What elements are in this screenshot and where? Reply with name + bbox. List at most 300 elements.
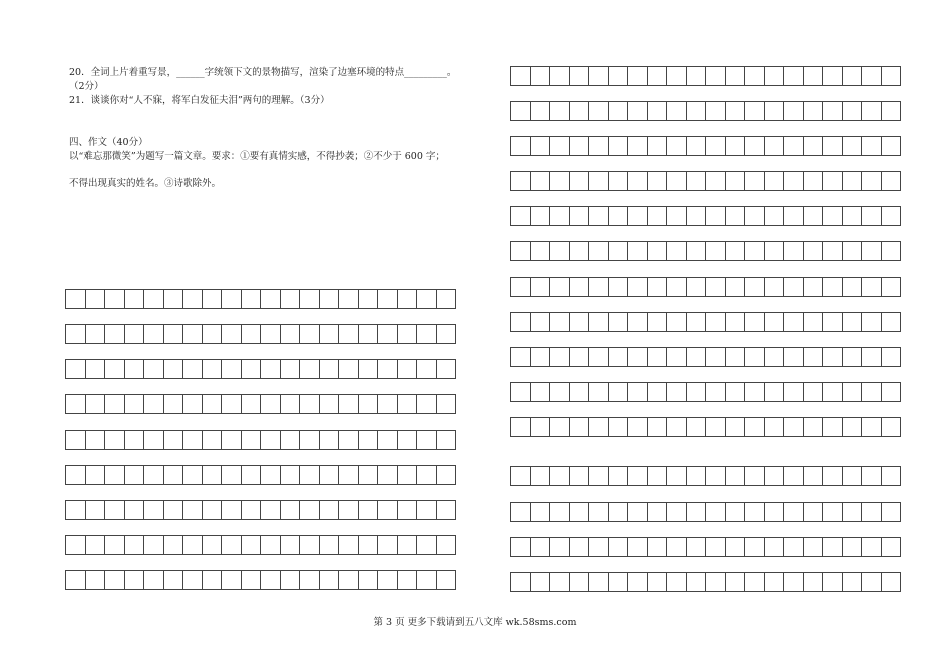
grid-cell: [125, 395, 145, 413]
grid-cell: [417, 466, 437, 484]
grid-cell: [511, 207, 531, 225]
grid-cell: [706, 418, 726, 436]
grid-cell: [804, 538, 824, 556]
grid-cell: [804, 242, 824, 260]
grid-cell: [706, 467, 726, 485]
grid-cell: [437, 290, 457, 308]
grid-cell: [164, 466, 184, 484]
grid-row: [65, 465, 456, 485]
grid-cell: [339, 290, 359, 308]
grid-cell: [609, 383, 629, 401]
grid-cell: [823, 137, 843, 155]
grid-cell: [105, 290, 125, 308]
grid-cell: [570, 313, 590, 331]
grid-cell: [843, 67, 863, 85]
grid-cell: [378, 431, 398, 449]
page-footer: 第 3 页 更多下载请到五八文库 wk.58sms.com: [373, 617, 577, 628]
grid-cell: [784, 573, 804, 591]
grid-cell: [570, 242, 590, 260]
grid-cell: [648, 207, 668, 225]
grid-cell: [261, 536, 281, 554]
grid-cell: [144, 501, 164, 519]
grid-cell: [320, 431, 340, 449]
grid-cell: [531, 137, 551, 155]
grid-cell: [648, 278, 668, 296]
grid-cell: [550, 67, 570, 85]
grid-cell: [706, 348, 726, 366]
grid-cell: [261, 395, 281, 413]
grid-cell: [281, 431, 301, 449]
grid-cell: [589, 503, 609, 521]
grid-cell: [706, 538, 726, 556]
grid-cell: [843, 348, 863, 366]
grid-cell: [570, 137, 590, 155]
grid-cell: [862, 383, 882, 401]
grid-cell: [437, 325, 457, 343]
grid-cell: [105, 536, 125, 554]
grid-cell: [550, 313, 570, 331]
grid-cell: [745, 137, 765, 155]
grid-cell: [706, 137, 726, 155]
grid-row: [65, 570, 456, 590]
grid-cell: [164, 290, 184, 308]
grid-cell: [843, 573, 863, 591]
grid-cell: [765, 573, 785, 591]
grid-cell: [589, 538, 609, 556]
grid-cell: [804, 467, 824, 485]
grid-cell: [687, 102, 707, 120]
grid-cell: [531, 348, 551, 366]
grid-cell: [437, 360, 457, 378]
grid-cell: [320, 290, 340, 308]
grid-cell: [862, 313, 882, 331]
grid-cell: [589, 348, 609, 366]
grid-cell: [531, 172, 551, 190]
grid-cell: [726, 383, 746, 401]
grid-cell: [398, 360, 418, 378]
grid-cell: [261, 431, 281, 449]
grid-row: [510, 277, 901, 297]
grid-cell: [882, 137, 902, 155]
grid-cell: [765, 102, 785, 120]
grid-cell: [125, 536, 145, 554]
grid-cell: [261, 290, 281, 308]
grid-cell: [398, 501, 418, 519]
grid-cell: [823, 467, 843, 485]
grid-cell: [726, 538, 746, 556]
grid-row: [510, 502, 901, 522]
grid-cell: [339, 360, 359, 378]
grid-cell: [706, 573, 726, 591]
grid-cell: [511, 242, 531, 260]
grid-cell: [648, 172, 668, 190]
grid-cell: [882, 67, 902, 85]
grid-cell: [242, 431, 262, 449]
grid-cell: [144, 290, 164, 308]
grid-cell: [417, 360, 437, 378]
grid-cell: [570, 418, 590, 436]
grid-cell: [882, 538, 902, 556]
grid-cell: [609, 242, 629, 260]
grid-cell: [378, 536, 398, 554]
essay-prompt-line2: 不得出现真实的姓名。③诗歌除外。: [69, 178, 222, 189]
grid-cell: [261, 360, 281, 378]
grid-cell: [417, 501, 437, 519]
grid-cell: [66, 431, 86, 449]
grid-cell: [570, 538, 590, 556]
grid-cell: [570, 278, 590, 296]
grid-cell: [437, 571, 457, 589]
grid-cell: [300, 466, 320, 484]
grid-cell: [745, 348, 765, 366]
grid-cell: [589, 102, 609, 120]
grid-row: [510, 347, 901, 367]
grid-cell: [784, 67, 804, 85]
grid-cell: [105, 431, 125, 449]
grid-cell: [862, 137, 882, 155]
grid-cell: [222, 501, 242, 519]
grid-cell: [706, 503, 726, 521]
grid-cell: [862, 503, 882, 521]
grid-cell: [242, 571, 262, 589]
grid-cell: [125, 431, 145, 449]
grid-cell: [242, 395, 262, 413]
grid-cell: [183, 395, 203, 413]
grid-cell: [511, 538, 531, 556]
grid-cell: [765, 418, 785, 436]
grid-cell: [667, 67, 687, 85]
grid-cell: [823, 503, 843, 521]
grid-cell: [550, 503, 570, 521]
grid-cell: [359, 395, 379, 413]
grid-cell: [667, 242, 687, 260]
grid-cell: [804, 573, 824, 591]
grid-cell: [550, 102, 570, 120]
grid-cell: [261, 501, 281, 519]
grid-cell: [66, 395, 86, 413]
grid-cell: [105, 501, 125, 519]
grid-cell: [86, 501, 106, 519]
grid-cell: [511, 278, 531, 296]
grid-cell: [687, 503, 707, 521]
question-21: 21．谈谈你对“人不寐，将军白发征夫泪”两句的理解。（3分）: [69, 95, 330, 106]
grid-cell: [823, 207, 843, 225]
grid-row: [510, 101, 901, 121]
grid-cell: [105, 571, 125, 589]
grid-cell: [531, 278, 551, 296]
grid-cell: [804, 102, 824, 120]
grid-cell: [648, 242, 668, 260]
grid-cell: [417, 536, 437, 554]
grid-cell: [86, 395, 106, 413]
grid-cell: [66, 360, 86, 378]
grid-cell: [339, 395, 359, 413]
grid-cell: [784, 538, 804, 556]
grid-cell: [862, 573, 882, 591]
grid-cell: [320, 466, 340, 484]
grid-cell: [300, 571, 320, 589]
grid-cell: [784, 348, 804, 366]
grid-cell: [843, 538, 863, 556]
grid-cell: [183, 290, 203, 308]
grid-cell: [125, 360, 145, 378]
grid-cell: [628, 137, 648, 155]
grid-cell: [86, 466, 106, 484]
question-20-line1: 20．全词上片着重写景，______字统领下文的景物描写，渲染了边塞环境的特点_________。: [69, 67, 457, 78]
grid-cell: [687, 137, 707, 155]
grid-cell: [570, 172, 590, 190]
grid-cell: [667, 383, 687, 401]
grid-cell: [609, 278, 629, 296]
grid-cell: [882, 207, 902, 225]
grid-cell: [359, 431, 379, 449]
grid-cell: [823, 383, 843, 401]
grid-cell: [687, 278, 707, 296]
grid-cell: [203, 571, 223, 589]
grid-cell: [862, 418, 882, 436]
grid-cell: [628, 418, 648, 436]
grid-cell: [765, 67, 785, 85]
grid-cell: [531, 467, 551, 485]
grid-cell: [804, 418, 824, 436]
grid-cell: [359, 290, 379, 308]
grid-cell: [667, 538, 687, 556]
grid-cell: [687, 348, 707, 366]
grid-cell: [359, 360, 379, 378]
grid-cell: [882, 172, 902, 190]
grid-cell: [648, 67, 668, 85]
grid-cell: [550, 418, 570, 436]
grid-cell: [862, 538, 882, 556]
grid-cell: [687, 242, 707, 260]
grid-cell: [511, 467, 531, 485]
grid-cell: [125, 290, 145, 308]
grid-cell: [628, 172, 648, 190]
grid-cell: [570, 467, 590, 485]
grid-cell: [706, 242, 726, 260]
grid-cell: [378, 501, 398, 519]
grid-cell: [726, 207, 746, 225]
grid-cell: [203, 395, 223, 413]
grid-cell: [531, 242, 551, 260]
grid-cell: [609, 102, 629, 120]
grid-cell: [105, 395, 125, 413]
grid-cell: [359, 571, 379, 589]
grid-cell: [164, 431, 184, 449]
grid-cell: [628, 278, 648, 296]
grid-cell: [203, 536, 223, 554]
grid-cell: [144, 325, 164, 343]
grid-cell: [843, 242, 863, 260]
grid-cell: [609, 172, 629, 190]
grid-cell: [281, 395, 301, 413]
grid-cell: [628, 313, 648, 331]
grid-cell: [339, 571, 359, 589]
grid-cell: [609, 418, 629, 436]
grid-cell: [320, 395, 340, 413]
grid-cell: [706, 102, 726, 120]
grid-cell: [125, 501, 145, 519]
grid-cell: [726, 348, 746, 366]
grid-cell: [281, 571, 301, 589]
grid-row: [510, 572, 901, 592]
grid-cell: [882, 313, 902, 331]
grid-cell: [784, 467, 804, 485]
grid-row: [510, 312, 901, 332]
grid-cell: [183, 571, 203, 589]
grid-cell: [105, 325, 125, 343]
grid-cell: [765, 313, 785, 331]
grid-cell: [823, 573, 843, 591]
grid-cell: [203, 290, 223, 308]
grid-cell: [726, 67, 746, 85]
grid-cell: [648, 467, 668, 485]
grid-cell: [511, 383, 531, 401]
grid-cell: [609, 503, 629, 521]
grid-cell: [398, 536, 418, 554]
grid-cell: [784, 172, 804, 190]
grid-cell: [437, 466, 457, 484]
grid-cell: [628, 503, 648, 521]
grid-cell: [765, 503, 785, 521]
grid-cell: [589, 573, 609, 591]
grid-cell: [144, 571, 164, 589]
grid-cell: [862, 67, 882, 85]
grid-cell: [320, 325, 340, 343]
grid-cell: [570, 503, 590, 521]
grid-cell: [417, 395, 437, 413]
grid-cell: [398, 431, 418, 449]
grid-cell: [203, 431, 223, 449]
grid-cell: [648, 383, 668, 401]
grid-cell: [320, 571, 340, 589]
grid-cell: [667, 573, 687, 591]
grid-cell: [222, 325, 242, 343]
grid-cell: [320, 501, 340, 519]
grid-cell: [222, 571, 242, 589]
grid-cell: [687, 313, 707, 331]
grid-cell: [745, 242, 765, 260]
grid-cell: [745, 538, 765, 556]
grid-cell: [222, 536, 242, 554]
grid-row: [510, 206, 901, 226]
grid-cell: [531, 418, 551, 436]
grid-cell: [511, 573, 531, 591]
grid-cell: [609, 137, 629, 155]
grid-cell: [862, 172, 882, 190]
grid-cell: [203, 325, 223, 343]
grid-cell: [511, 67, 531, 85]
grid-cell: [843, 418, 863, 436]
grid-cell: [242, 501, 262, 519]
grid-cell: [164, 325, 184, 343]
grid-cell: [570, 383, 590, 401]
grid-cell: [531, 313, 551, 331]
grid-cell: [765, 538, 785, 556]
grid-cell: [667, 313, 687, 331]
grid-cell: [628, 467, 648, 485]
grid-cell: [726, 418, 746, 436]
grid-cell: [378, 325, 398, 343]
grid-cell: [398, 571, 418, 589]
grid-cell: [823, 67, 843, 85]
grid-cell: [804, 383, 824, 401]
grid-cell: [66, 466, 86, 484]
grid-cell: [843, 467, 863, 485]
grid-cell: [882, 503, 902, 521]
grid-cell: [609, 538, 629, 556]
grid-cell: [589, 242, 609, 260]
grid-cell: [531, 67, 551, 85]
grid-cell: [550, 278, 570, 296]
grid-cell: [511, 313, 531, 331]
grid-cell: [281, 325, 301, 343]
grid-cell: [437, 431, 457, 449]
grid-cell: [667, 278, 687, 296]
grid-cell: [359, 501, 379, 519]
grid-cell: [687, 418, 707, 436]
grid-cell: [398, 466, 418, 484]
grid-cell: [320, 360, 340, 378]
grid-row: [65, 500, 456, 520]
grid-cell: [765, 278, 785, 296]
grid-cell: [550, 348, 570, 366]
grid-cell: [86, 290, 106, 308]
grid-cell: [648, 418, 668, 436]
grid-cell: [784, 383, 804, 401]
grid-cell: [745, 418, 765, 436]
grid-row: [510, 537, 901, 557]
grid-cell: [823, 278, 843, 296]
grid-cell: [745, 278, 765, 296]
grid-cell: [589, 278, 609, 296]
grid-cell: [843, 383, 863, 401]
grid-cell: [300, 501, 320, 519]
grid-cell: [687, 67, 707, 85]
grid-cell: [628, 67, 648, 85]
grid-cell: [765, 348, 785, 366]
grid-cell: [823, 102, 843, 120]
grid-row: [65, 289, 456, 309]
grid-row: [65, 359, 456, 379]
grid-cell: [706, 383, 726, 401]
grid-cell: [144, 466, 164, 484]
grid-cell: [398, 325, 418, 343]
grid-cell: [804, 278, 824, 296]
grid-cell: [609, 348, 629, 366]
grid-cell: [144, 360, 164, 378]
grid-cell: [222, 290, 242, 308]
grid-row: [510, 417, 901, 437]
grid-cell: [378, 466, 398, 484]
grid-cell: [339, 325, 359, 343]
grid-cell: [203, 466, 223, 484]
grid-cell: [125, 571, 145, 589]
grid-cell: [183, 325, 203, 343]
grid-cell: [417, 431, 437, 449]
grid-cell: [183, 501, 203, 519]
grid-cell: [511, 418, 531, 436]
grid-cell: [183, 536, 203, 554]
grid-cell: [745, 172, 765, 190]
grid-cell: [687, 538, 707, 556]
grid-cell: [667, 467, 687, 485]
grid-cell: [300, 431, 320, 449]
essay-heading: 四、作文（40分）: [69, 137, 148, 148]
grid-cell: [531, 573, 551, 591]
grid-cell: [706, 207, 726, 225]
grid-cell: [706, 278, 726, 296]
